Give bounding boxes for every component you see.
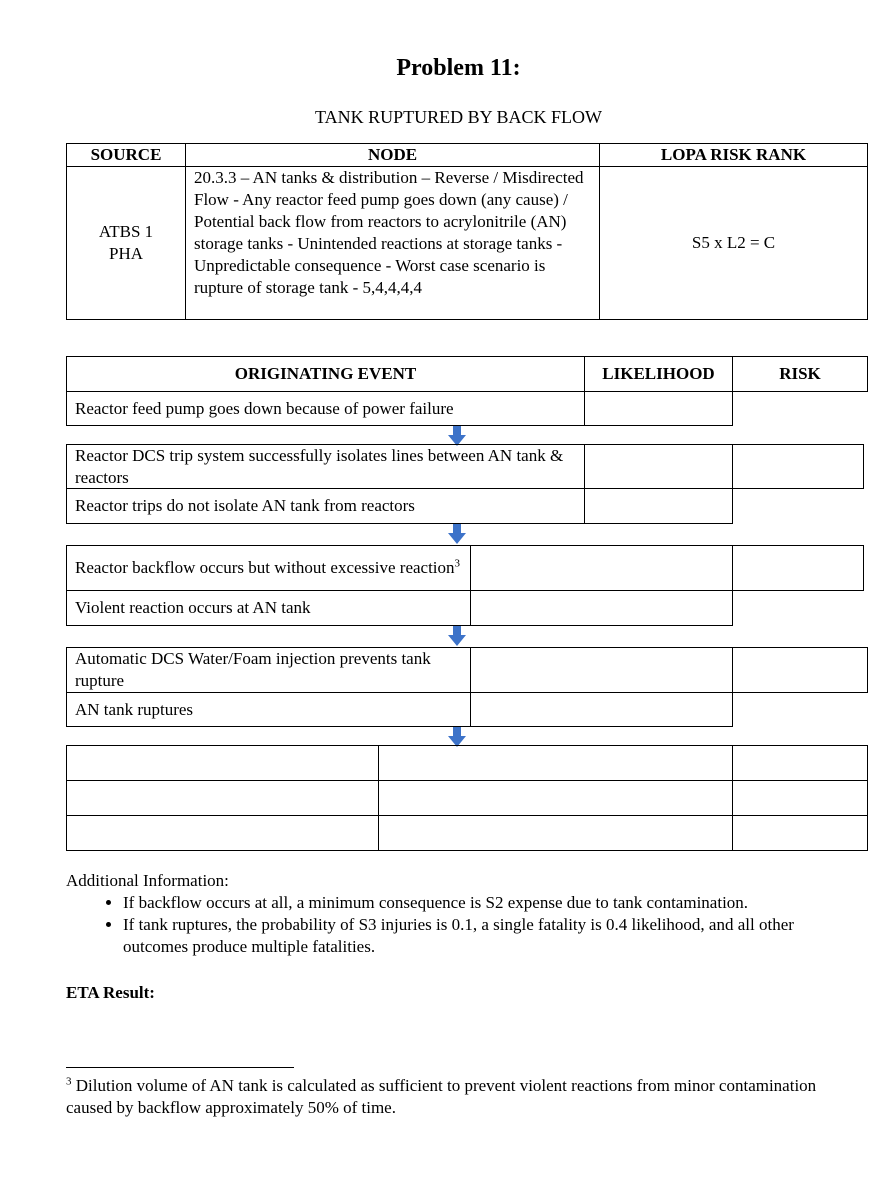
footnote-number: 3 xyxy=(66,1075,72,1088)
outcome-row-1-cell-1 xyxy=(66,745,379,781)
branch3-ruptures-likelihood xyxy=(470,692,733,727)
branch3-tank-ruptures-cell: AN tank ruptures xyxy=(66,692,471,727)
outcome-row-3-cell-3 xyxy=(732,815,868,851)
page-title: Problem 11: xyxy=(396,55,521,81)
branch2-no-excess-reaction-cell: Reactor backflow occurs but without excessive reaction$^3$ xyxy=(66,545,471,591)
arrow-down-icon xyxy=(448,524,466,544)
branch3-prevents-risk xyxy=(732,647,868,693)
branch2-violent-likelihood xyxy=(470,590,733,626)
outcome-row-2-cell-1 xyxy=(66,780,379,816)
branch2-no-excess-risk xyxy=(732,545,864,591)
outcome-row-2-cell-3 xyxy=(732,780,868,816)
source-cell: ATBS 1 PHA xyxy=(66,166,186,320)
branch1-success-cell: Reactor DCS trip system successfully isolates lines between AN tank & reactors xyxy=(66,444,585,489)
header-originating-event: ORIGINATING EVENT xyxy=(66,356,585,392)
header-source: SOURCE xyxy=(66,143,186,167)
footnote xyxy=(66,1075,846,1119)
branch2-no-excess-likelihood xyxy=(470,545,733,591)
additional-information xyxy=(66,870,846,958)
footnote-text: Dilution volume of AN tank is calculated as sufficient to prevent violent reactions from minor contamination caused by backflow approximately 50% of time. xyxy=(66,1076,817,1117)
outcome-row-3-cell-1 xyxy=(66,815,379,851)
branch1-success-risk xyxy=(732,444,864,489)
branch3-injection-prevents-cell: Automatic DCS Water/Foam injection prevents tank rupture xyxy=(66,647,471,693)
branch1-success-likelihood xyxy=(584,444,733,489)
node-cell: 20.3.3 – AN tanks & distribution – Reverse / Misdirected Flow - Any reactor feed pump goes down (any cause) / Potential back flow from reactors to acrylonitrile (AN) storage tanks - Unintended reactions at storage tanks - Unpredictable consequence - Worst case scenario is rupture of storage tank - 5,4,4,4,4 xyxy=(185,166,600,320)
header-risk: RISK xyxy=(732,356,868,392)
page-subtitle: TANK RUPTURED BY BACK FLOW xyxy=(315,107,602,127)
branch3-prevents-likelihood xyxy=(470,647,733,693)
footnote-divider xyxy=(66,1067,294,1068)
branch1-failure-cell: Reactor trips do not isolate AN tank from reactors xyxy=(66,488,585,524)
outcome-row-1-cell-2 xyxy=(378,745,733,781)
list-item: • If tank ruptures, the probability of S3 injuries is 0.1, a single fatality is 0.4 likelihood, and all other outcomes produce multiple fatalities. xyxy=(123,914,846,958)
outcome-row-2-cell-2 xyxy=(378,780,733,816)
arrow-down-icon xyxy=(448,626,466,646)
eta-result-heading: ETA Result: xyxy=(66,983,155,1002)
header-likelihood: LIKELIHOOD xyxy=(584,356,733,392)
outcome-row-3-cell-2 xyxy=(378,815,733,851)
branch1-failure-likelihood xyxy=(584,488,733,524)
originating-likelihood-cell xyxy=(584,391,733,426)
branch2-violent-reaction-cell: Violent reaction occurs at AN tank xyxy=(66,590,471,626)
header-lopa-risk-rank: LOPA RISK RANK xyxy=(599,143,868,167)
outcome-row-1-cell-3 xyxy=(732,745,868,781)
originating-event-cell: Reactor feed pump goes down because of power failure xyxy=(66,391,585,426)
additional-info-list xyxy=(66,892,846,958)
header-node: NODE xyxy=(185,143,600,167)
lopa-rank-cell: S5 x L2 = C xyxy=(599,166,868,320)
arrow-down-icon xyxy=(448,727,466,747)
footnote-mark: 3 xyxy=(454,557,461,570)
additional-info-heading: Additional Information: xyxy=(66,871,229,890)
list-item: • If backflow occurs at all, a minimum consequence is S2 expense due to tank contamination. xyxy=(123,892,846,914)
arrow-down-icon xyxy=(448,426,466,446)
